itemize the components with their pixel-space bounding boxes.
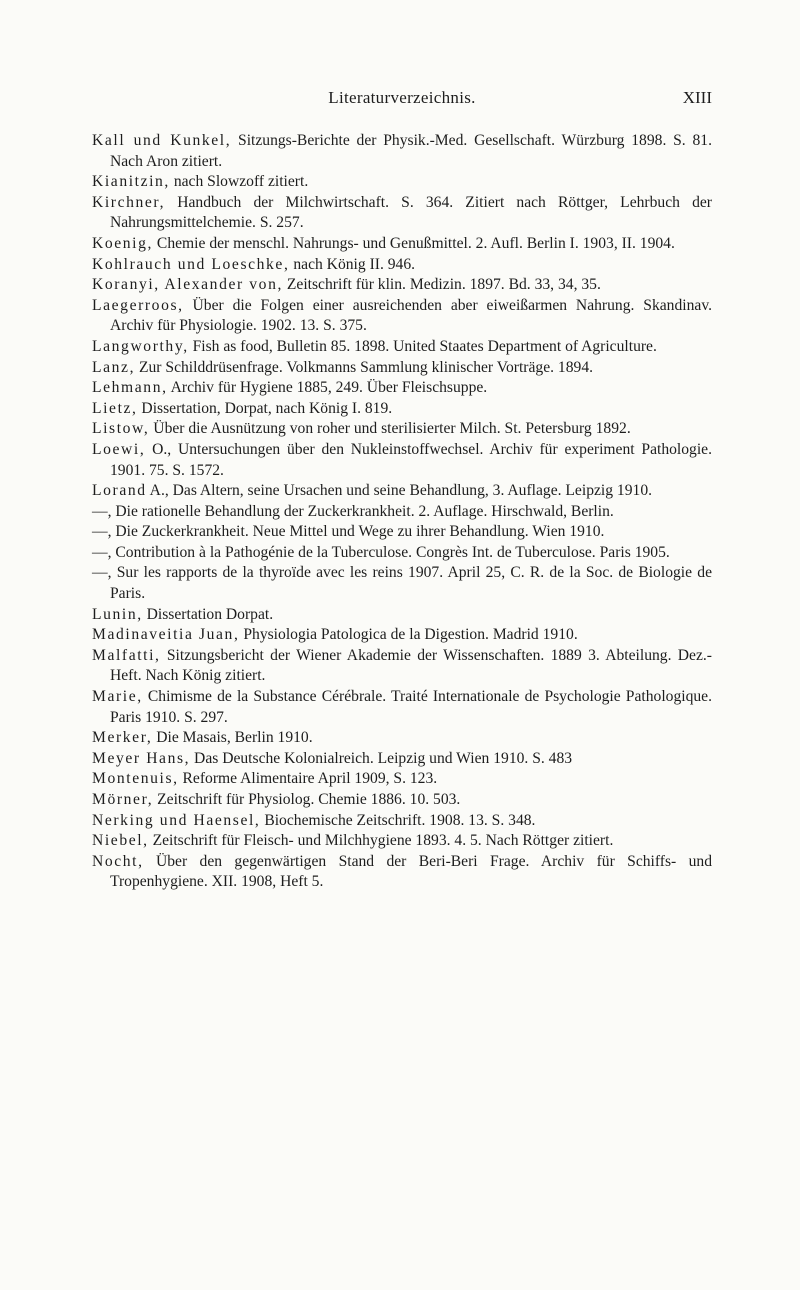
entry-text: Über die Ausnützung von roher und sterilisierter Milch. St. Petersburg 1892.	[149, 420, 631, 438]
entry-text: Chimisme de la Substance Cérébrale. Traité Internationale de Psychologie Pathologique. Paris 1910. S. 297.	[110, 688, 712, 726]
entry-text: Zeitschrift für klin. Medizin. 1897. Bd. 33, 34, 35.	[282, 276, 601, 294]
entry-text: —, Die Zuckerkrankheit. Neue Mittel und Wege zu ihrer Behandlung. Wien 1910.	[92, 523, 605, 541]
entry-text: Dissertation, Dorpat, nach König I. 819.	[137, 399, 393, 417]
entry-author: Lietz,	[92, 399, 138, 417]
entry-text: Zur Schilddrüsenfrage. Volkmanns Sammlung klinischer Vorträge. 1894.	[135, 358, 594, 376]
entry-text: Zeitschrift für Physiolog. Chemie 1886. 10. 503.	[153, 791, 461, 808]
bibliography-entry	[92, 193, 712, 234]
bibliography-entry	[92, 769, 712, 790]
entry-author: Lehmann,	[92, 379, 168, 397]
entry-text: Fish as food, Bulletin 85. 1898. United Staates Department of Agriculture.	[188, 337, 657, 355]
entry-text: Über die Folgen einer ausreichenden aber eiweißarmen Nahrung. Skandinav. Archiv für Physiologie. 1902. 13. S. 375.	[110, 296, 712, 335]
bibliography-entry	[92, 563, 712, 604]
entry-author: Kianitzin,	[92, 173, 170, 191]
bibliography-entry	[92, 481, 712, 502]
entry-author: Merker,	[92, 729, 153, 747]
entry-author: Koranyi, Alexander von,	[92, 276, 283, 294]
bibliography-entry	[92, 131, 712, 172]
entry-text: O., Untersuchungen über den Nukleinstoffwechsel. Archiv für experiment Pathologie. 1901. 75. S. 1572.	[110, 440, 712, 479]
entry-author: Nocht,	[92, 852, 144, 870]
entry-author: Lorand	[92, 482, 147, 500]
entry-text: nach König II. 946.	[289, 255, 416, 273]
running-head	[92, 88, 712, 110]
bibliography-entry	[92, 790, 712, 811]
bibliography-entry	[92, 378, 712, 399]
entry-text: Reforme Alimentaire April 1909, S. 123.	[178, 770, 438, 788]
bibliography-entry	[92, 234, 712, 255]
page-number: XIII	[682, 88, 712, 107]
bibliography-entry	[92, 831, 712, 852]
bibliography-entry	[92, 255, 712, 276]
entry-author: Marie,	[92, 688, 143, 706]
bibliography-entry	[92, 358, 712, 379]
entry-text: Chemie der menschl. Nahrungs- und Genußmittel. 2. Aufl. Berlin I. 1903, II. 1904.	[153, 234, 675, 252]
entry-author: Laegerroos,	[92, 296, 184, 314]
entry-author: Malfatti,	[92, 646, 161, 664]
entry-author: Madinaveitia Juan,	[92, 626, 240, 644]
entry-text: Biochemische Zeitschrift. 1908. 13. S. 348.	[260, 811, 536, 829]
entry-text: Physiologia Patologica de la Digestion. Madrid 1910.	[239, 626, 578, 644]
bibliography-entry	[92, 440, 712, 481]
entry-author: Nerking und Haensel,	[92, 811, 261, 829]
entry-text: A., Das Altern, seine Ursachen und seine Behandlung, 3. Auflage. Leipzig 1910.	[146, 482, 653, 500]
bibliography-entry	[92, 337, 712, 358]
bibliography-entry	[92, 646, 712, 687]
bibliography-entry	[92, 852, 712, 893]
entry-text: —, Die rationelle Behandlung der Zuckerkrankheit. 2. Auflage. Hirschwald, Berlin.	[92, 502, 614, 520]
running-title: Literaturverzeichnis.	[328, 88, 476, 107]
bibliography-entry	[92, 543, 712, 564]
entry-author: Kohlrauch und Loeschke,	[92, 255, 290, 273]
entry-author: Listow,	[92, 420, 150, 438]
bibliography-entry	[92, 749, 712, 770]
entry-text: Handbuch der Milchwirtschaft. S. 364. Zitiert nach Röttger, Lehrbuch der Nahrungsmittelchemie. S. 257.	[110, 193, 712, 232]
bibliography-entry	[92, 172, 712, 193]
entry-text: Das Deutsche Kolonialreich. Leipzig und Wien 1910. S. 483	[190, 749, 573, 767]
entry-author: Montenuis,	[92, 770, 179, 788]
bibliography-entry	[92, 399, 712, 420]
bibliography-list	[92, 131, 712, 893]
entry-author: Koenig,	[92, 234, 154, 252]
entry-author: Kall und Kunkel,	[92, 132, 232, 149]
entry-author: Kirchner,	[92, 193, 166, 211]
bibliography-entry	[92, 625, 712, 646]
bibliography-entry	[92, 502, 712, 523]
entry-text: —, Contribution à la Pathogénie de la Tuberculose. Congrès Int. de Tuberculose. Paris 1905.	[92, 543, 670, 561]
entry-text: Die Masais, Berlin 1910.	[152, 729, 313, 747]
entry-author: Lunin,	[92, 605, 143, 623]
entry-text: Über den gegenwärtigen Stand der Beri-Beri Frage. Archiv für Schiffs- und Tropenhygiene. XII. 1908, Heft 5.	[110, 852, 712, 891]
entry-text: Archiv für Hygiene 1885, 249. Über Fleischsuppe.	[167, 379, 488, 397]
entry-author: Langworthy,	[92, 337, 189, 355]
bibliography-entry	[92, 522, 712, 543]
entry-text: Sitzungsbericht der Wiener Akademie der Wissenschaften. 1889 3. Abteilung. Dez.-Heft. Nach König zitiert.	[110, 646, 712, 685]
entry-author: Mörner,	[92, 791, 154, 808]
bibliography-entry	[92, 728, 712, 749]
entry-text: nach Slowzoff zitiert.	[169, 173, 309, 191]
bibliography-entry	[92, 687, 712, 728]
entry-text: Sitzungs-Berichte der Physik.-Med. Gesellschaft. Würzburg 1898. S. 81. Nach Aron zitiert.	[110, 132, 712, 170]
bibliography-entry	[92, 296, 712, 337]
entry-author: Lanz,	[92, 358, 136, 376]
entry-text: Zeitschrift für Fleisch- und Milchhygiene 1893. 4. 5. Nach Röttger zitiert.	[148, 832, 614, 850]
bibliography-entry	[92, 419, 712, 440]
bibliography-entry	[92, 275, 712, 296]
bibliography-entry	[92, 811, 712, 832]
entry-text: —, Sur les rapports de la thyroïde avec les reins 1907. April 25, C. R. de la Soc. de Biologie de Paris.	[92, 564, 712, 603]
entry-text: Dissertation Dorpat.	[142, 605, 274, 623]
entry-author: Loewi,	[92, 440, 146, 458]
bibliography-entry	[92, 605, 712, 626]
entry-author: Meyer Hans,	[92, 749, 191, 767]
entry-author: Niebel,	[92, 832, 149, 850]
